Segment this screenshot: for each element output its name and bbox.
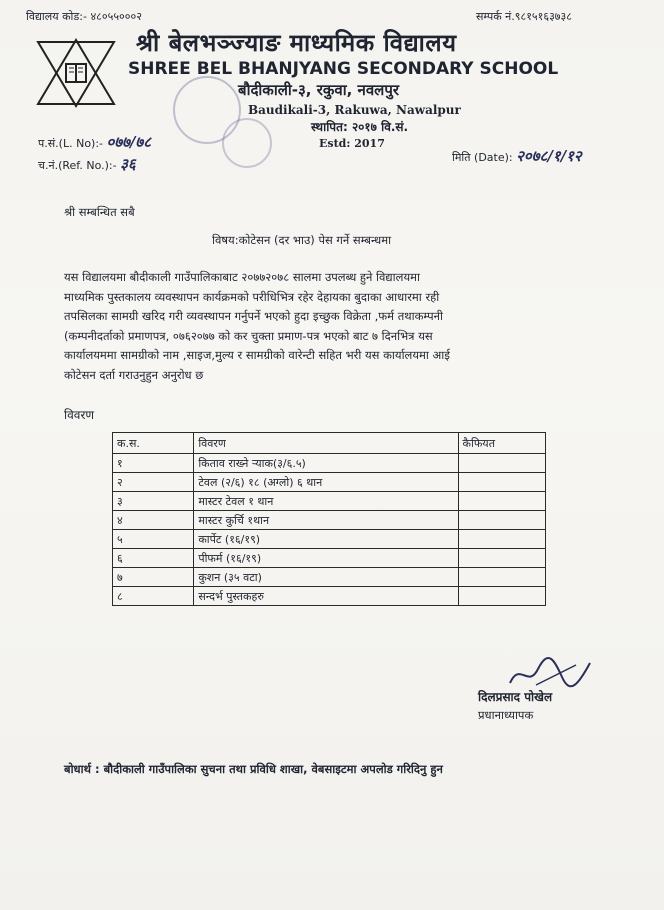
row-sn: १	[113, 454, 194, 473]
footer-note-text: बौदीकाली गाउँपालिका सुचना तथा प्रविधि शाखा, वेबसाइटमा अपलोड गरिदिनु हुन	[103, 762, 443, 776]
body-line: कार्यालयममा सामग्रीको नाम ,साइज,मुल्य र सामग्रीको वारेन्टी सहित भरी यस कार्यालयमा आई	[64, 348, 450, 362]
letter-date	[452, 146, 582, 166]
row-description: कार्पेट (१६/१९)	[194, 530, 458, 549]
row-description: टेवल (२/६) १८ (अग्लो) ६ थान	[194, 473, 458, 492]
table-row	[113, 454, 546, 473]
signatory-title: प्रधानाध्यापक	[478, 708, 534, 722]
row-sn: ६	[113, 549, 194, 568]
table-header-row	[113, 433, 546, 454]
table-row	[113, 492, 546, 511]
row-description: पीफर्म (१६/१९)	[194, 549, 458, 568]
contact-number	[476, 9, 572, 24]
established-en: Estd: 2017	[319, 137, 385, 150]
body-line: यस विद्यालयमा बौदीकाली गाउँपालिकाबाट २०७७२०७८ सालमा उपलब्ध हुने विद्यालयमा	[64, 270, 420, 284]
letter-no	[38, 132, 151, 152]
body-line: कोटेसन दर्ता गराउनुहुन अनुरोध छ	[64, 367, 204, 382]
school-stamp-secondary	[222, 118, 272, 168]
ref-no-label: च.नं.(Ref. No.):-	[38, 159, 117, 172]
ref-no	[38, 154, 136, 174]
school-name-ne: श्री बेलभञ्ज्याङ माध्यमिक विद्यालय	[136, 29, 457, 57]
contact-label: सम्पर्क नं.	[476, 10, 515, 23]
row-description: सन्दर्भ पुस्तकहरु	[194, 587, 458, 606]
letter-body	[64, 268, 604, 385]
row-remarks	[458, 530, 545, 549]
row-sn: ३	[113, 492, 194, 511]
table-row	[113, 473, 546, 492]
school-code-value: ४८०५५०००२	[90, 10, 142, 23]
footer-note	[64, 762, 443, 777]
table-row	[113, 568, 546, 587]
header-remarks: कैफियत	[458, 433, 545, 454]
header-sn: क.स.	[113, 433, 194, 454]
table-row	[113, 549, 546, 568]
row-remarks	[458, 454, 545, 473]
school-code	[26, 9, 142, 24]
school-name-en: SHREE BEL BHANJYANG SECONDARY SCHOOL	[128, 59, 559, 79]
letter-no-value: ०७७/७८	[106, 133, 151, 151]
ref-no-value: ३६	[120, 155, 136, 173]
row-sn: ४	[113, 511, 194, 530]
table-row	[113, 587, 546, 606]
body-line: माध्यमिक पुस्तकालय व्यवस्थापन कार्यक्रमको परीधिभित्र रहेर देहायका बुदाका आधारमा रही	[64, 289, 440, 304]
row-remarks	[458, 492, 545, 511]
row-remarks	[458, 568, 545, 587]
row-description: किताव राख्ने र्‍याक(३/६.५)	[194, 454, 458, 473]
date-label: मिति (Date):	[452, 151, 513, 164]
address-ne: बौदीकाली-३, रकुवा, नवलपुर	[238, 81, 399, 99]
row-sn: २	[113, 473, 194, 492]
row-sn: ७	[113, 568, 194, 587]
row-remarks	[458, 511, 545, 530]
body-line: तपसिलका सामग्री खरिद गरी व्यवस्थापन गर्नुपर्ने भएको हुदा इच्छुक विक्रेता ,फर्म तथाकम्पनी	[64, 309, 443, 323]
items-table	[112, 432, 546, 606]
row-sn: ५	[113, 530, 194, 549]
row-description: कुशन (३५ वटा)	[194, 568, 458, 587]
date-value: २०७८/१/१२	[516, 147, 582, 165]
header-description: विवरण	[194, 433, 458, 454]
letter-no-label: प.सं.(L. No):-	[38, 137, 104, 150]
signatory-name: दिलप्रसाद पोखेल	[478, 690, 553, 704]
school-code-label: विद्यालय कोड:-	[26, 10, 87, 23]
row-description: मास्टर टेवल १ थान	[194, 492, 458, 511]
contact-value: ९८१५१६३७३८	[514, 10, 572, 23]
row-remarks	[458, 473, 545, 492]
row-description: मास्टर कुर्चि १थान	[194, 511, 458, 530]
school-logo-icon	[36, 38, 116, 108]
table-row	[113, 530, 546, 549]
details-heading: विवरण	[64, 408, 95, 422]
body-line: (कम्पनीदर्ताको प्रमाणपत्र, ०७६२०७७ को कर चुक्ता प्रमाण-पत्र भएको बाट ७ दिनभित्र यस	[64, 328, 433, 343]
table-row	[113, 511, 546, 530]
row-remarks	[458, 549, 545, 568]
footer-note-label: बोधार्थ :	[64, 762, 100, 776]
salutation: श्री सम्बन्धित सबै	[64, 205, 135, 219]
established-ne: स्थापित: २०१७ वि.सं.	[311, 120, 409, 134]
row-remarks	[458, 587, 545, 606]
address-en: Baudikali-3, Rakuwa, Nawalpur	[248, 103, 461, 117]
row-sn: ८	[113, 587, 194, 606]
subject-line: विषय:कोटेसन (दर भाउ) पेस गर्ने सम्बन्धमा	[212, 233, 392, 247]
